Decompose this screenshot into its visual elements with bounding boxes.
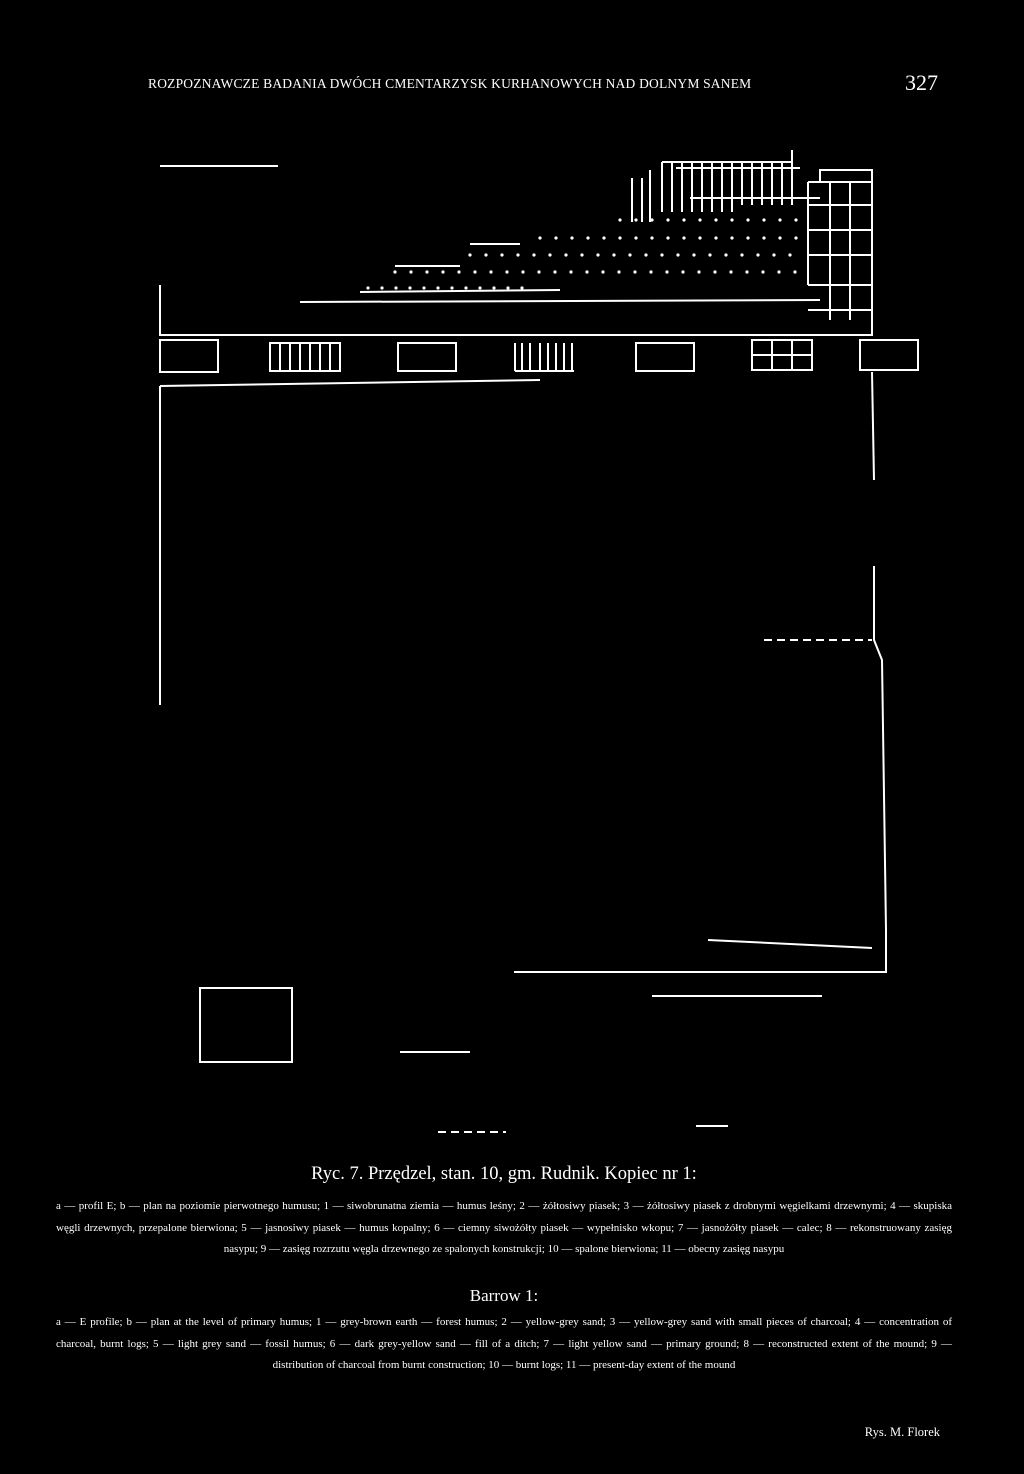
dot-row xyxy=(366,286,523,289)
figure-caption-title: Ryc. 7. Przędzel, stan. 10, gm. Rudnik. Kopiec nr 1: xyxy=(311,1164,697,1184)
drawing-credit: Rys. M. Florek xyxy=(864,1425,940,1439)
running-title: ROZPOZNAWCZE BADANIA DWÓCH CMENTARZYSK KURHANOWYCH NAD DOLNYM SANEM xyxy=(148,76,752,91)
figure-caption-english-title: Barrow 1: xyxy=(469,1286,539,1305)
dashed-lines xyxy=(438,640,872,1132)
dot-row xyxy=(538,236,797,239)
legend-box xyxy=(398,343,456,371)
legend-box xyxy=(636,343,694,371)
figure-caption-polish: a — profil E; b — plan na poziomie pierwotnego humusu; 1 — siwobrunatna ziemia — humus leśny; 2 — żółtosiwy piasek; 3 — żółtosiwy piasek z drobnymi węgielkami drzewnymi; 4 — skupiska węgli drzewnych, przepalone bierwiona; 5 — jasnosiwy piasek — humus kopalny; 6 — ciemny siwożółty piasek — wypełnisko wkopu; 7 — jasnożółty piasek — calec; 8 — rekonstruowany zasięg nasypu; 9 — zasięg rozrzutu węgla drzewnego ze spalonych konstrukcji; 10 — spalone bierwiona; 11 — obecny zasięg nasypu xyxy=(56,1200,952,1255)
profile-steps xyxy=(632,150,792,222)
plan-outline xyxy=(160,372,874,705)
dot-row xyxy=(468,253,791,256)
plan-right-edge xyxy=(514,566,886,972)
legend-box xyxy=(160,340,218,372)
page-number: 327 xyxy=(905,70,938,95)
plan-inner-line xyxy=(708,940,872,948)
legend-hatch xyxy=(280,343,330,371)
legend-hatch xyxy=(515,343,574,371)
profile-outline xyxy=(160,170,872,335)
plan-square xyxy=(200,988,292,1062)
profile-baseline-low xyxy=(360,290,560,292)
charcoal-dots xyxy=(366,218,797,289)
dot-row xyxy=(618,218,797,221)
dot-row xyxy=(393,270,796,273)
legend-box xyxy=(860,340,918,370)
profile-baseline xyxy=(300,300,820,302)
legend-grid xyxy=(752,340,812,370)
figure-caption-english: a — E profile; b — plan at the level of primary humus; 1 — grey-brown earth — forest humus; 2 — yellow-grey sand; 3 — yellow-grey sand with small pieces of charcoal; 4 — concentration of charcoal, burnt logs; 5 — light grey sand — fossil humus; 6 — dark grey-yellow sand — fill of a ditch; 7 — light yellow sand — primary ground; 8 — reconstructed extent of the mound; 9 — distribution of charcoal from burnt construction; 10 — burnt logs; 11 — present-day extent of the mound xyxy=(56,1316,952,1371)
